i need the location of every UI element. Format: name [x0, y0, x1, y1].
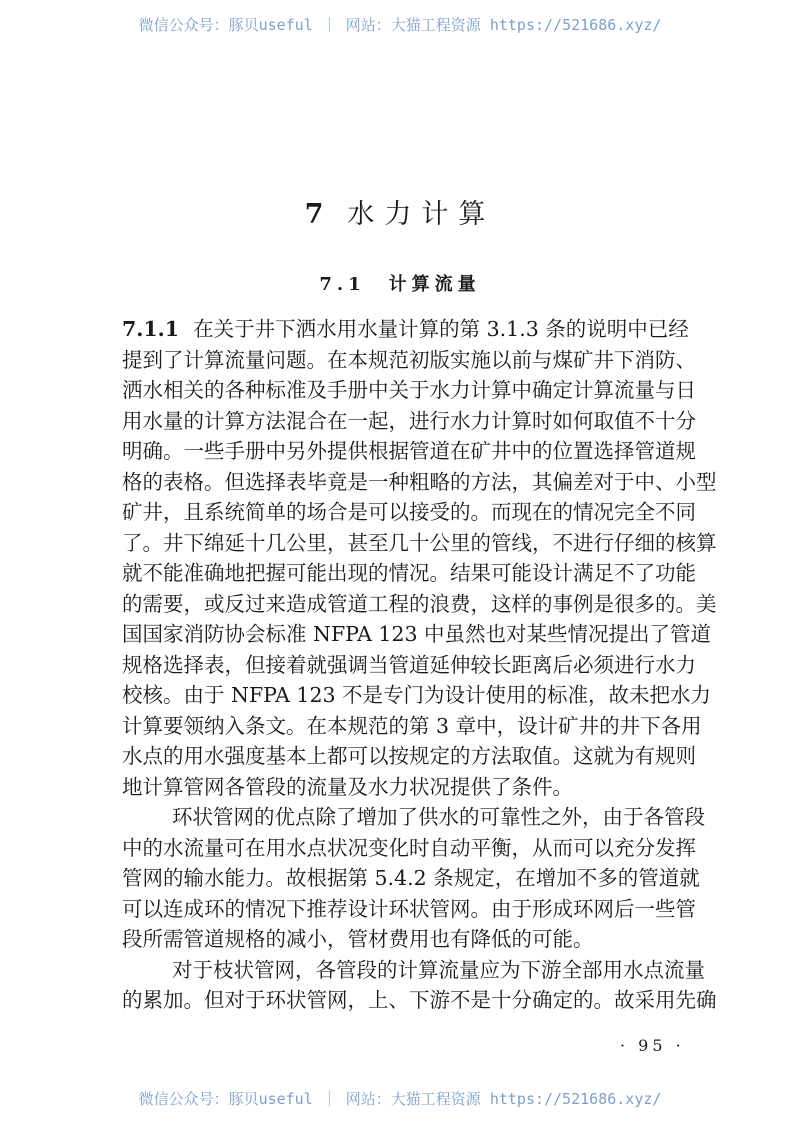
- text-line: 管网的输水能力。故根据第 5.4.2 条规定，在增加不多的管道就: [122, 866, 700, 890]
- text-line: 的需要，或反过来造成管道工程的浪费，这样的事例是很多的。美: [122, 591, 717, 616]
- text-line: 国国家消防协会标准 NFPA 123 中虽然也对某些情况提出了管道: [122, 622, 712, 646]
- text-line: 地计算管网各管段的流量及水力状况提供了条件。: [122, 774, 573, 799]
- text-line: [122, 314, 688, 345]
- text-line: 就不能准确地把握可能出现的情况。结果可能设计满足不了功能: [122, 561, 696, 585]
- text-line: 计算要领纳入条文。在本规范的第 3 章中，设计矿井的井下各用: [122, 713, 702, 738]
- text-line: 用水量的计算方法混合在一起，进行水力计算时如何取值不十分: [122, 408, 696, 433]
- text-line: 洒水相关的各种标准及手册中关于水力计算中确定计算流量与日: [122, 378, 696, 402]
- text-line: 对于枝状管网，各管段的计算流量应为下游全部用水点流量: [172, 957, 705, 982]
- text-line: 矿井，且系统简单的场合是可以接受的。而现在的情况完全不同: [122, 500, 696, 524]
- text-line: 中的水流量可在用水点状况变化时自动平衡，从而可以充分发挥: [122, 835, 696, 860]
- clause-number: 7.1.1: [122, 317, 180, 341]
- text-line: 格的表格。但选择表毕竟是一种粗略的方法，其偏差对于中、小型: [122, 469, 717, 494]
- text-line: 环状管网的优点除了增加了供水的可靠性之外，由于各管段: [172, 805, 705, 829]
- section-heading: [0, 270, 800, 296]
- text-line: 水点的用水强度基本上都可以按规定的方法取值。这就为有规则: [122, 744, 696, 768]
- chapter-title: [0, 192, 800, 231]
- watermark-bottom: 微信公众号：豚贝useful ｜ 网站：大猫工程资源 https://521686.xyz/: [138, 1090, 662, 1108]
- text-line: 规格选择表，但接着就强调当管道延伸较长距离后必须进行水力: [122, 652, 696, 677]
- chapter-number: 7: [304, 199, 334, 230]
- text-line: 提到了计算流量问题。在本规范初版实施以前与煤矿井下消防、: [122, 347, 696, 372]
- section-number: 7.1: [319, 274, 366, 295]
- text-line: 段所需管道规格的减小，管材费用也有降低的可能。: [122, 927, 594, 951]
- page-number: · 95 ·: [620, 1036, 685, 1055]
- text-line: 了。井下绵延十几公里，甚至几十公里的管线，不进行仔细的核算: [122, 530, 717, 555]
- text-line: 校核。由于 NFPA 123 不是专门为设计使用的标准，故未把水力: [122, 683, 712, 707]
- chapter-title-text: 水力计算: [347, 199, 496, 230]
- section-title: 计算流量: [388, 274, 481, 295]
- text-line: 明确。一些手册中另外提供根据管道在矿井中的位置选择管道规: [122, 439, 696, 463]
- body-text: [122, 314, 717, 1016]
- text-line-content: 在关于井下洒水用水量计算的第 3.1.3 条的说明中已经: [193, 317, 689, 341]
- text-line: 的累加。但对于环状管网，上、下游不是十分确定的。故采用先确: [122, 988, 717, 1012]
- watermark-top: 微信公众号：豚贝useful ｜ 网站：大猫工程资源 https://521686.xyz/: [138, 16, 662, 34]
- text-line: 可以连成环的情况下推荐设计环状管网。由于形成环网后一些管: [122, 896, 696, 921]
